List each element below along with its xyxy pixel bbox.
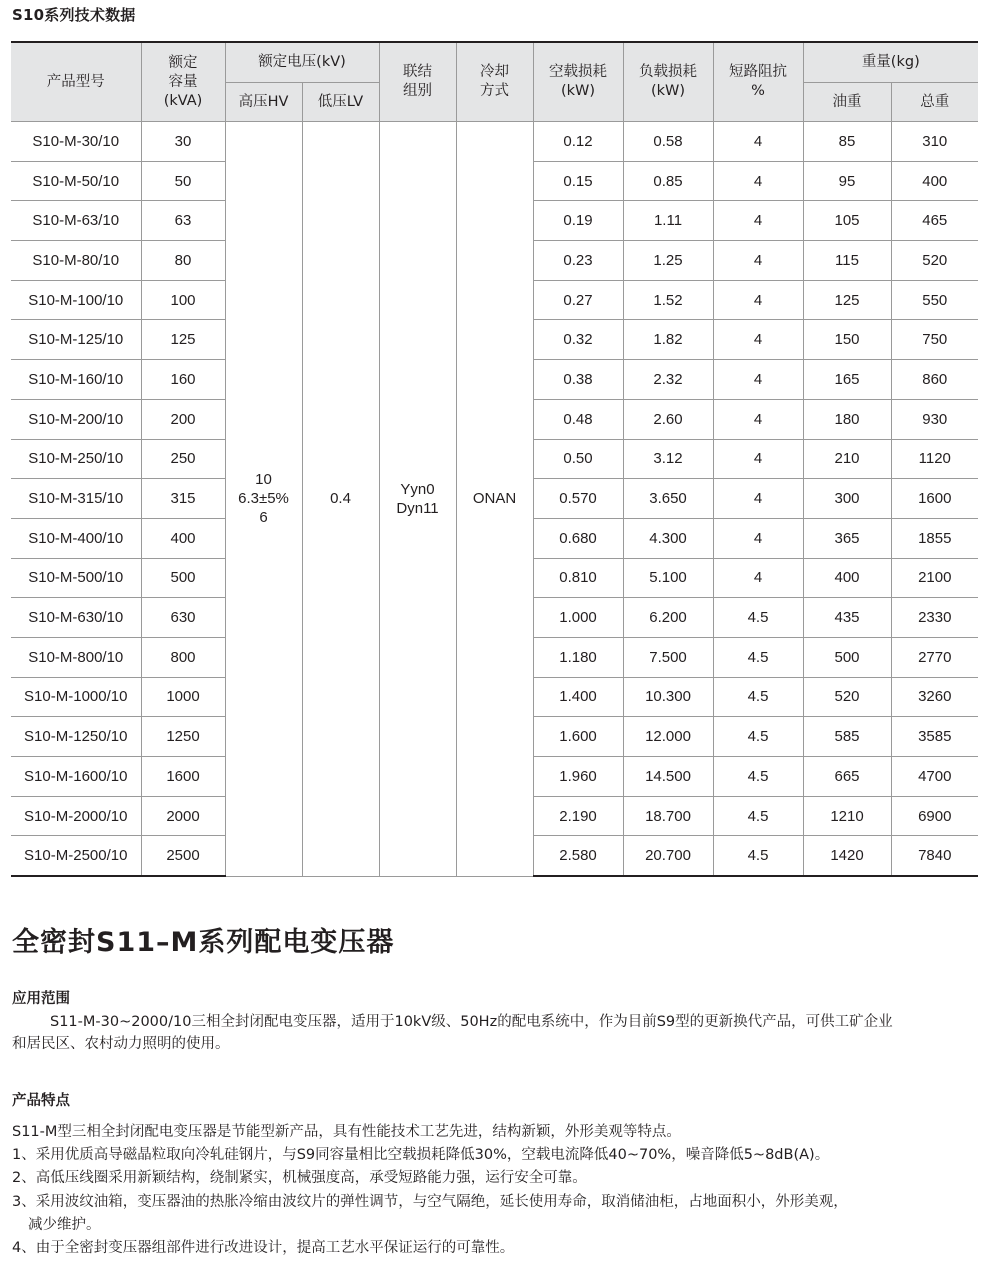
cell-total-weight: 7840 bbox=[891, 836, 978, 876]
cell-capacity: 50 bbox=[141, 161, 225, 201]
header-impedance: 短路阻抗 % bbox=[713, 42, 803, 122]
cell-load-loss: 0.85 bbox=[623, 161, 713, 201]
application-text-line-1: S11-M-30~2000/10三相全封闭配电变压器，适用于10kV级、50Hz的配电系统中，作为目前S9型的更新换代产品，可供工矿企业 bbox=[50, 1014, 893, 1030]
cell-impedance: 4 bbox=[713, 518, 803, 558]
header-row-top bbox=[11, 42, 978, 83]
cell-no-load-loss: 1.600 bbox=[533, 717, 623, 757]
cell-capacity: 160 bbox=[141, 360, 225, 400]
cell-total-weight: 2330 bbox=[891, 598, 978, 638]
header-weight: 重量(kg) bbox=[803, 42, 978, 83]
cell-load-loss: 6.200 bbox=[623, 598, 713, 638]
cell-capacity: 1000 bbox=[141, 677, 225, 717]
cell-total-weight: 400 bbox=[891, 161, 978, 201]
feature-item: 3、采用波纹油箱，变压器油的热胀冷缩由波纹片的弹性调节，与空气隔绝，延长使用寿命，取消储油柜，占地面积小，外形美观， bbox=[12, 1193, 848, 1210]
cell-load-loss: 12.000 bbox=[623, 717, 713, 757]
cell-model: S10-M-1600/10 bbox=[11, 757, 141, 797]
cell-model: S10-M-100/10 bbox=[11, 280, 141, 320]
cell-no-load-loss: 1.000 bbox=[533, 598, 623, 638]
cell-no-load-loss: 0.32 bbox=[533, 320, 623, 360]
cell-total-weight: 3260 bbox=[891, 677, 978, 717]
cell-model: S10-M-2500/10 bbox=[11, 836, 141, 876]
cell-load-loss: 7.500 bbox=[623, 637, 713, 677]
cell-load-loss: 3.12 bbox=[623, 439, 713, 479]
cell-total-weight: 2100 bbox=[891, 558, 978, 598]
cell-lv-voltage: 0.4 bbox=[302, 122, 379, 877]
cell-oil-weight: 115 bbox=[803, 241, 891, 281]
features-heading: 产品特点 bbox=[12, 1093, 70, 1109]
s10-table-title: S10系列技术数据 bbox=[12, 6, 136, 24]
cell-impedance: 4.5 bbox=[713, 637, 803, 677]
cell-model: S10-M-2000/10 bbox=[11, 796, 141, 836]
cell-total-weight: 930 bbox=[891, 399, 978, 439]
cell-no-load-loss: 0.15 bbox=[533, 161, 623, 201]
cell-oil-weight: 125 bbox=[803, 280, 891, 320]
cell-impedance: 4 bbox=[713, 479, 803, 519]
header-lv: 低压LV bbox=[302, 83, 379, 122]
cell-total-weight: 520 bbox=[891, 241, 978, 281]
header-rated-voltage: 额定电压(kV) bbox=[225, 42, 379, 83]
header-vector-group: 联结 组别 bbox=[379, 42, 456, 122]
cell-total-weight: 3585 bbox=[891, 717, 978, 757]
cell-model: S10-M-250/10 bbox=[11, 439, 141, 479]
hv-value: 6.3±5% bbox=[238, 490, 289, 508]
vector-group-value: Yyn0 bbox=[400, 480, 435, 498]
cell-oil-weight: 300 bbox=[803, 479, 891, 519]
header-load-loss: 负载损耗 (kW) bbox=[623, 42, 713, 122]
cell-capacity: 400 bbox=[141, 518, 225, 558]
cell-capacity: 630 bbox=[141, 598, 225, 638]
features-intro: S11-M型三相全封闭配电变压器是节能型新产品，具有性能技术工艺先进，结构新颖，外形美观等特点。 bbox=[12, 1124, 681, 1140]
cell-cooling: ONAN bbox=[456, 122, 533, 877]
cell-no-load-loss: 1.400 bbox=[533, 677, 623, 717]
cell-model: S10-M-80/10 bbox=[11, 241, 141, 281]
feature-item-continuation: 减少维护。 bbox=[28, 1216, 101, 1233]
cell-oil-weight: 150 bbox=[803, 320, 891, 360]
cell-total-weight: 860 bbox=[891, 360, 978, 400]
hv-value: 6 bbox=[259, 509, 268, 527]
cell-no-load-loss: 0.23 bbox=[533, 241, 623, 281]
cell-impedance: 4 bbox=[713, 360, 803, 400]
feature-item: 2、高低压线圈采用新颖结构，绕制紧实，机械强度高，承受短路能力强，运行安全可靠。 bbox=[12, 1170, 587, 1187]
header-capacity: 额定 容量 (kVA) bbox=[141, 42, 225, 122]
cell-load-loss: 20.700 bbox=[623, 836, 713, 876]
cell-no-load-loss: 0.680 bbox=[533, 518, 623, 558]
cell-model: S10-M-400/10 bbox=[11, 518, 141, 558]
cell-capacity: 100 bbox=[141, 280, 225, 320]
header-hv: 高压HV bbox=[225, 83, 302, 122]
cell-capacity: 500 bbox=[141, 558, 225, 598]
application-paragraph bbox=[12, 1011, 984, 1055]
cell-oil-weight: 165 bbox=[803, 360, 891, 400]
application-heading: 应用范围 bbox=[12, 991, 70, 1007]
cell-load-loss: 0.58 bbox=[623, 122, 713, 162]
cell-impedance: 4 bbox=[713, 201, 803, 241]
cell-capacity: 1250 bbox=[141, 717, 225, 757]
cell-model: S10-M-1000/10 bbox=[11, 677, 141, 717]
cell-total-weight: 1855 bbox=[891, 518, 978, 558]
cell-total-weight: 310 bbox=[891, 122, 978, 162]
cell-load-loss: 1.11 bbox=[623, 201, 713, 241]
cell-capacity: 2000 bbox=[141, 796, 225, 836]
feature-item: 1、采用优质高导磁晶粒取向冷轧硅钢片，与S9同容量相比空载损耗降低30%，空载电流降低40~70%，噪音降低5~8dB(A)。 bbox=[12, 1147, 830, 1164]
cell-model: S10-M-1250/10 bbox=[11, 717, 141, 757]
cell-capacity: 63 bbox=[141, 201, 225, 241]
cell-model: S10-M-50/10 bbox=[11, 161, 141, 201]
header-model: 产品型号 bbox=[11, 42, 141, 122]
cell-capacity: 200 bbox=[141, 399, 225, 439]
cell-impedance: 4 bbox=[713, 439, 803, 479]
cell-no-load-loss: 0.12 bbox=[533, 122, 623, 162]
cell-load-loss: 2.60 bbox=[623, 399, 713, 439]
cell-impedance: 4 bbox=[713, 122, 803, 162]
cell-oil-weight: 1420 bbox=[803, 836, 891, 876]
features-list bbox=[12, 1121, 984, 1260]
cell-impedance: 4 bbox=[713, 320, 803, 360]
cell-oil-weight: 585 bbox=[803, 717, 891, 757]
cell-model: S10-M-30/10 bbox=[11, 122, 141, 162]
cell-load-loss: 3.650 bbox=[623, 479, 713, 519]
cell-impedance: 4 bbox=[713, 558, 803, 598]
cell-oil-weight: 105 bbox=[803, 201, 891, 241]
table-row bbox=[11, 122, 978, 162]
cell-capacity: 1600 bbox=[141, 757, 225, 797]
cell-no-load-loss: 1.960 bbox=[533, 757, 623, 797]
header-cooling: 冷却 方式 bbox=[456, 42, 533, 122]
cell-oil-weight: 365 bbox=[803, 518, 891, 558]
cell-no-load-loss: 0.48 bbox=[533, 399, 623, 439]
cell-impedance: 4 bbox=[713, 399, 803, 439]
cell-capacity: 250 bbox=[141, 439, 225, 479]
cell-impedance: 4.5 bbox=[713, 796, 803, 836]
cell-no-load-loss: 0.19 bbox=[533, 201, 623, 241]
s11-section-title: 全密封S11–M系列配电变压器 bbox=[12, 927, 395, 958]
cell-oil-weight: 85 bbox=[803, 122, 891, 162]
cell-capacity: 2500 bbox=[141, 836, 225, 876]
cell-no-load-loss: 1.180 bbox=[533, 637, 623, 677]
cell-load-loss: 4.300 bbox=[623, 518, 713, 558]
cell-oil-weight: 665 bbox=[803, 757, 891, 797]
cell-no-load-loss: 0.38 bbox=[533, 360, 623, 400]
feature-item: 4、由于全密封变压器组部件进行改进设计，提高工艺水平保证运行的可靠性。 bbox=[12, 1240, 515, 1257]
cell-impedance: 4.5 bbox=[713, 598, 803, 638]
cell-oil-weight: 180 bbox=[803, 399, 891, 439]
cell-model: S10-M-500/10 bbox=[11, 558, 141, 598]
cell-impedance: 4.5 bbox=[713, 677, 803, 717]
s10-table-body bbox=[11, 122, 978, 877]
vector-group-value: Dyn11 bbox=[396, 499, 439, 517]
cell-total-weight: 1120 bbox=[891, 439, 978, 479]
cell-total-weight: 465 bbox=[891, 201, 978, 241]
cell-capacity: 800 bbox=[141, 637, 225, 677]
cell-vector-group bbox=[379, 122, 456, 877]
cell-load-loss: 1.52 bbox=[623, 280, 713, 320]
hv-value: 10 bbox=[255, 471, 272, 489]
cell-capacity: 315 bbox=[141, 479, 225, 519]
cell-total-weight: 4700 bbox=[891, 757, 978, 797]
cell-impedance: 4.5 bbox=[713, 836, 803, 876]
cell-no-load-loss: 0.570 bbox=[533, 479, 623, 519]
cell-impedance: 4.5 bbox=[713, 757, 803, 797]
application-text-line-2: 和居民区、农村动力照明的使用。 bbox=[12, 1036, 230, 1052]
cell-oil-weight: 520 bbox=[803, 677, 891, 717]
cell-no-load-loss: 0.27 bbox=[533, 280, 623, 320]
cell-load-loss: 18.700 bbox=[623, 796, 713, 836]
cell-capacity: 125 bbox=[141, 320, 225, 360]
cell-model: S10-M-200/10 bbox=[11, 399, 141, 439]
cell-no-load-loss: 0.50 bbox=[533, 439, 623, 479]
cell-impedance: 4 bbox=[713, 161, 803, 201]
cell-load-loss: 2.32 bbox=[623, 360, 713, 400]
cell-load-loss: 14.500 bbox=[623, 757, 713, 797]
cell-total-weight: 750 bbox=[891, 320, 978, 360]
cell-load-loss: 10.300 bbox=[623, 677, 713, 717]
cell-no-load-loss: 0.810 bbox=[533, 558, 623, 598]
cell-impedance: 4 bbox=[713, 280, 803, 320]
header-no-load-loss: 空载损耗 (kW) bbox=[533, 42, 623, 122]
cell-oil-weight: 210 bbox=[803, 439, 891, 479]
cell-no-load-loss: 2.190 bbox=[533, 796, 623, 836]
s10-spec-table bbox=[11, 41, 978, 877]
cell-oil-weight: 400 bbox=[803, 558, 891, 598]
cell-oil-weight: 435 bbox=[803, 598, 891, 638]
cell-hv-voltage bbox=[225, 122, 302, 877]
cell-total-weight: 6900 bbox=[891, 796, 978, 836]
cell-oil-weight: 500 bbox=[803, 637, 891, 677]
cell-model: S10-M-125/10 bbox=[11, 320, 141, 360]
header-oil-weight: 油重 bbox=[803, 83, 891, 122]
cell-capacity: 80 bbox=[141, 241, 225, 281]
cell-no-load-loss: 2.580 bbox=[533, 836, 623, 876]
cell-impedance: 4 bbox=[713, 241, 803, 281]
cell-oil-weight: 1210 bbox=[803, 796, 891, 836]
cell-capacity: 30 bbox=[141, 122, 225, 162]
header-total-weight: 总重 bbox=[891, 83, 978, 122]
cell-model: S10-M-630/10 bbox=[11, 598, 141, 638]
cell-load-loss: 5.100 bbox=[623, 558, 713, 598]
cell-load-loss: 1.82 bbox=[623, 320, 713, 360]
cell-total-weight: 550 bbox=[891, 280, 978, 320]
cell-total-weight: 1600 bbox=[891, 479, 978, 519]
cell-load-loss: 1.25 bbox=[623, 241, 713, 281]
cell-model: S10-M-63/10 bbox=[11, 201, 141, 241]
cell-impedance: 4.5 bbox=[713, 717, 803, 757]
cell-total-weight: 2770 bbox=[891, 637, 978, 677]
cell-model: S10-M-800/10 bbox=[11, 637, 141, 677]
cell-model: S10-M-160/10 bbox=[11, 360, 141, 400]
cell-model: S10-M-315/10 bbox=[11, 479, 141, 519]
cell-oil-weight: 95 bbox=[803, 161, 891, 201]
